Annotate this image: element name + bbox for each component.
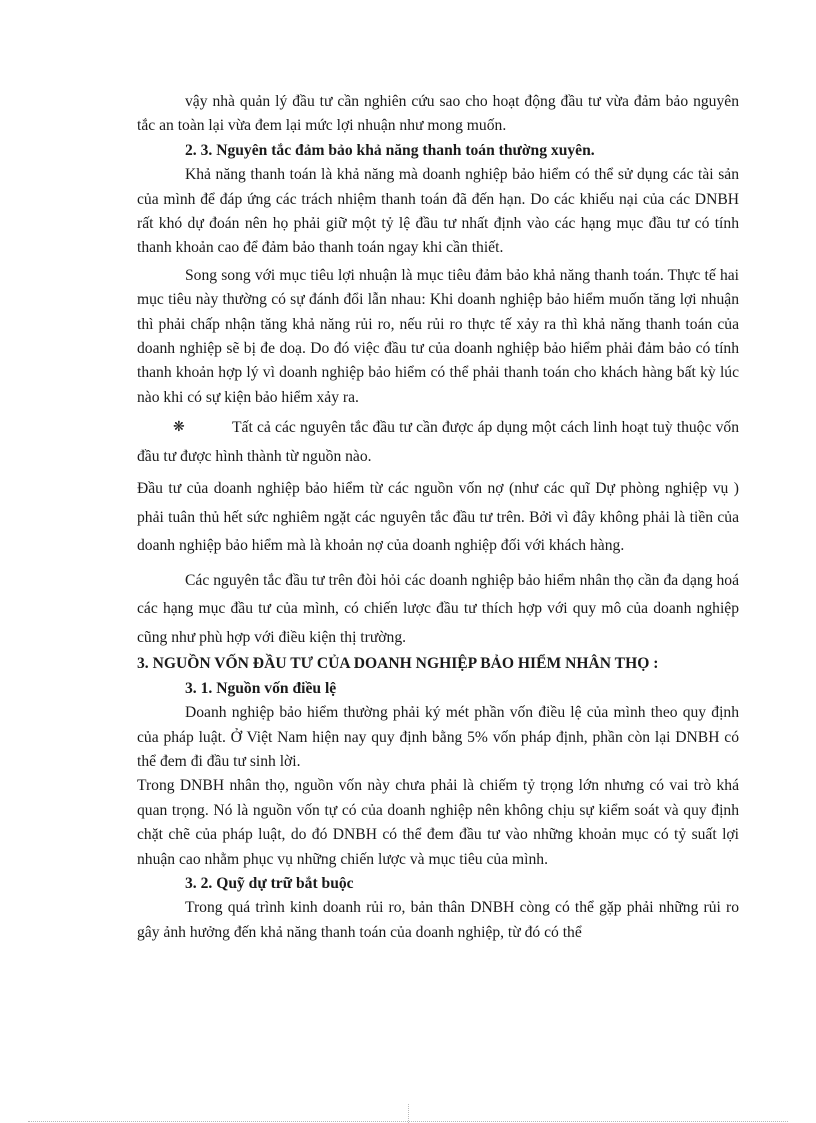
paragraph-charter-capital: Doanh nghiệp bảo hiểm thường phải ký mét phần vốn điều lệ của mình theo quy định của pháp luật. Ở Việt Nam hiện nay quy định bằng 5% vốn pháp định, phần còn lại DNBH có thể đem đi đầu tư sinh lời. xyxy=(137,704,739,770)
heading-2-3: 2. 3. Nguyên tắc đảm bảo khả năng thanh toán thường xuyên. xyxy=(185,141,595,159)
heading-section-3: 3. NGUỒN VỐN ĐẦU TƯ CỦA DOANH NGHIỆP BẢO HIỂM NHÂN THỌ : xyxy=(137,655,659,673)
paragraph-charter-capital-role: Trong DNBH nhân thọ, nguồn vốn này chưa phải là chiếm tỷ trọng lớn nhưng có vai trò khá quan trọng. Nó là nguồn vốn tự có của doanh nghiệp nên không chịu sự kiểm soát và quy định chặt chẽ của pháp luật, do đó DNBH có thể đem đầu tư vào những khoản mục có tỷ suất lợi nhuận cao nhằm phục vụ những chiến lược và mục tiêu của mình. xyxy=(137,777,739,868)
paragraph-diversification: Các nguyên tắc đầu tư trên đòi hỏi các doanh nghiệp bảo hiểm nhân thọ cần đa dạng hoá các hạng mục đầu tư của mình, có chiến lược đầu tư thích hợp với quy mô của doanh nghiệp cũng như phù hợp với điều kiện thị trường. xyxy=(137,571,739,646)
document-body xyxy=(137,90,739,945)
paragraph-liquidity-definition: Khả năng thanh toán là khả năng mà doanh nghiệp bảo hiểm có thể sử dụng các tài sản của mình để đáp ứng các trách nhiệm thanh toán đã đến hạn. Do các khiếu nại của các DNBH rất khó dự đoán nên họ phải giữ một tỷ lệ đầu tư nhất định vào các hạng mục đầu tư có tính thanh khoản cao để đảm bảo thanh toán ngay khi cần thiết. xyxy=(137,166,739,257)
paragraph-continuation: vậy nhà quản lý đầu tư cần nghiên cứu sao cho hoạt động đầu tư vừa đảm bảo nguyên tắc an toàn lại vừa đem lại mức lợi nhuận như mong muốn. xyxy=(137,93,739,135)
paragraph-debt-sources: Đầu tư của doanh nghiệp bảo hiểm từ các nguồn vốn nợ (như các quĩ Dự phòng nghiệp vụ ) phải tuân thủ hết sức nghiêm ngặt các nguyên tắc đầu tư trên. Bởi vì đây không phải là tiền của doanh nghiệp bảo hiểm mà là khoản nợ của doanh nghiệp đối với khách hàng. xyxy=(137,480,739,555)
bullet-text: Tất cả các nguyên tắc đầu tư cần được áp dụng một cách linh hoạt tuỳ thuộc vốn đầu tư được hình thành từ nguồn nào. xyxy=(137,419,739,465)
heading-3-1: 3. 1. Nguồn vốn điều lệ xyxy=(185,679,337,697)
bullet-paragraph xyxy=(137,414,739,471)
paragraph-profit-vs-liquidity: Song song với mục tiêu lợi nhuận là mục tiêu đảm bảo khả năng thanh toán. Thực tế hai mục tiêu này thường có sự đánh đổi lẫn nhau: Khi doanh nghiệp bảo hiểm muốn tăng lợi nhuận thì phải chấp nhận tăng khả năng rủi ro, nếu rủi ro thực tế xảy ra thì khả năng thanh toán của doanh nghiệp sẽ bị đe doạ. Do đó việc đầu tư của doanh nghiệp bảo hiểm phải đảm bảo có tính thanh khoản hợp lý vì doanh nghiệp bảo hiểm có thể phải thanh toán cho khách hàng bất kỳ lúc nào khi có sự kiện bảo hiểm xảy ra. xyxy=(137,266,739,406)
heading-3-2: 3. 2. Quỹ dự trữ bắt buộc xyxy=(185,874,354,892)
paragraph-reserve-fund: Trong quá trình kinh doanh rủi ro, bản thân DNBH còng có thể gặp phải những rủi ro gây ảnh hưởng đến khả năng thanh toán của doanh nghiệp, từ đó có thể xyxy=(137,899,739,941)
asterisk-bullet-icon: ❋ xyxy=(173,420,185,436)
page-bottom-center-mark xyxy=(408,1104,409,1123)
